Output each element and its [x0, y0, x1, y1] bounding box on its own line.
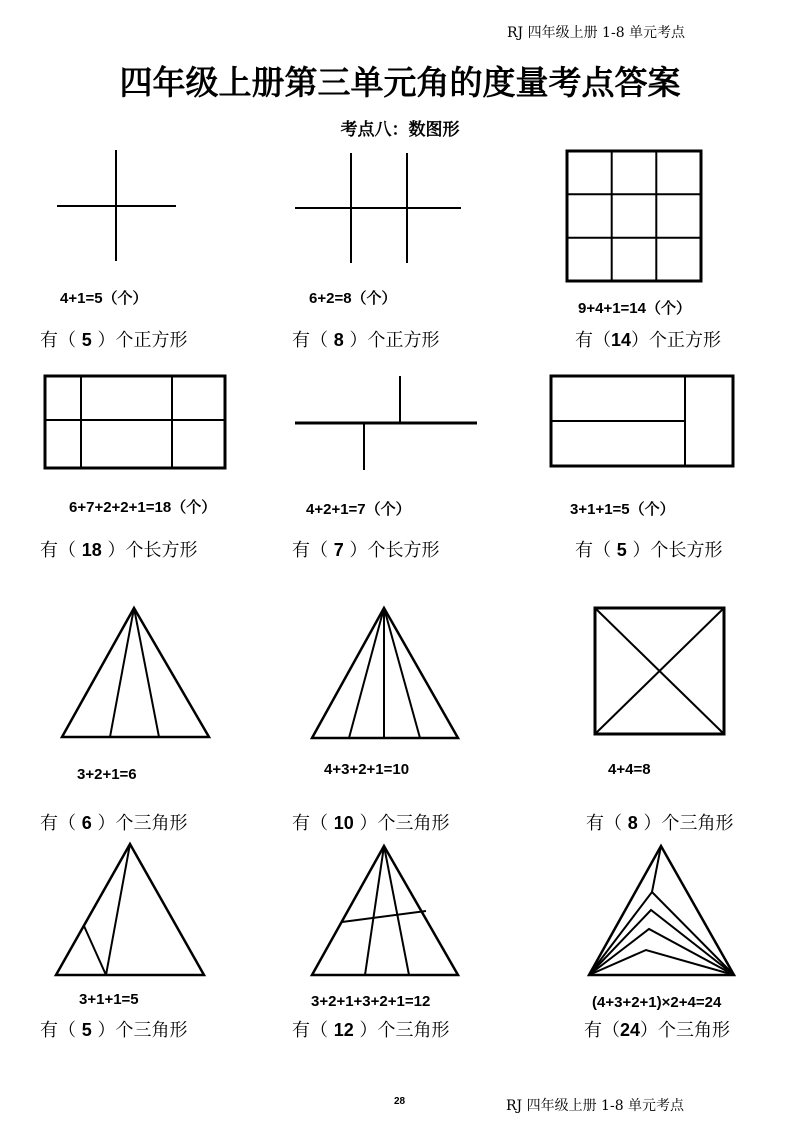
answer-line-9: 有（ 8 ）个三角形: [586, 813, 734, 834]
answer-value: 5: [81, 1020, 92, 1040]
answer-line-4: 有（ 18 ）个长方形: [40, 540, 198, 561]
formula-3: 9+4+1=14（个）: [578, 300, 691, 317]
answer-value: 18: [81, 540, 102, 560]
formula-8: 4+3+2+1=10: [324, 761, 410, 778]
formula-10: 3+1+1=5: [79, 991, 139, 1008]
answer-value: 10: [333, 813, 354, 833]
formula-11: 3+2+1+3+2+1=12: [311, 993, 431, 1010]
running-footer: RJ 四年级上册 1-8 单元考点: [506, 1098, 685, 1114]
answer-line-3: 有（14）个正方形: [575, 330, 722, 351]
answer-line-5: 有（ 7 ）个长方形: [292, 540, 440, 561]
page-number: 28: [394, 1096, 406, 1107]
formula-9: 4+4=8: [608, 761, 651, 778]
answer-line-6: 有（ 5 ）个长方形: [575, 540, 723, 561]
answer-value: 7: [333, 540, 344, 560]
answer-line-8: 有（ 10 ）个三角形: [292, 813, 450, 834]
formula-6: 3+1+1=5（个）: [570, 501, 675, 518]
formula-12: (4+3+2+1)×2+4=24: [592, 994, 722, 1011]
answer-value: 12: [333, 1020, 354, 1040]
answer-value: 8: [627, 813, 638, 833]
formula-4: 6+7+2+2+1=18（个）: [69, 499, 217, 516]
formula-2: 6+2=8（个）: [309, 290, 397, 307]
answer-value: 8: [333, 330, 344, 350]
page-title: 四年级上册第三单元角的度量考点答案: [119, 63, 681, 102]
answer-value: 14: [611, 330, 632, 350]
formula-5: 4+2+1=7（个）: [306, 501, 411, 518]
answer-value: 24: [620, 1020, 641, 1040]
formula-1: 4+1=5（个）: [60, 290, 148, 307]
answer-value: 5: [81, 330, 92, 350]
answer-line-7: 有（ 6 ）个三角形: [40, 813, 188, 834]
answer-line-2: 有（ 8 ）个正方形: [292, 330, 440, 351]
answer-value: 6: [81, 813, 92, 833]
answer-value: 5: [616, 540, 627, 560]
running-header: RJ 四年级上册 1-8 单元考点: [507, 25, 686, 41]
formula-7: 3+2+1=6: [77, 766, 137, 783]
answer-line-11: 有（ 12 ）个三角形: [292, 1020, 450, 1041]
section-subtitle: 考点八：数图形: [340, 120, 460, 140]
answer-line-1: 有（ 5 ）个正方形: [40, 330, 188, 351]
answer-line-12: 有（24）个三角形: [584, 1020, 731, 1041]
answer-line-10: 有（ 5 ）个三角形: [40, 1020, 188, 1041]
